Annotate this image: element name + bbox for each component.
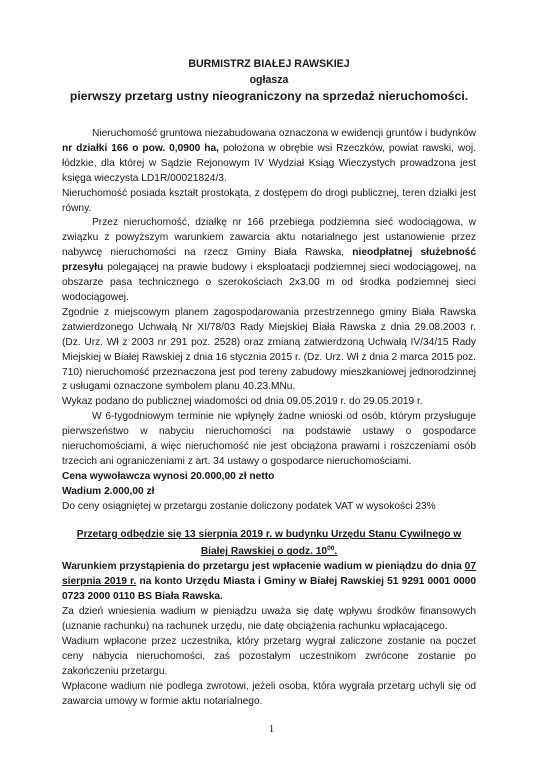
bank-account-text: na konto Urzędu Miasta i Gminy w Białej Rawskiej 51 9291 0001 0000 0723 2000 0110 BS Biała Rawska.	[62, 576, 476, 603]
document-body	[62, 127, 476, 709]
deposit-forfeit-paragraph: Wpłacone wadium nie podlega zwrotowi, jeżeli osoba, która wygrała przetarg uchyli się od zawarcia umowy w formie aktu notarialnego.	[62, 680, 476, 707]
deposit-amount	[62, 485, 476, 500]
deposit-date-paragraph: Za dzień wniesienia wadium w pieniądzu uważa się datę wpływu środków finansowych (uznanie rachunku) na rachunek urzędu, nie datę obciążenia rachunku wpłacającego.	[62, 606, 476, 632]
auction-announcement	[62, 528, 476, 561]
subject-heading: pierwszy przetarg ustny nieograniczony na sprzedaż nieruchomości.	[69, 89, 469, 103]
easement-paragraph	[62, 216, 476, 305]
property-text: Nieruchomość gruntowa niezabudowana oznaczona w ewidencji gruntów i budynków	[92, 128, 476, 139]
easement-bold: nieodpłatnej służebność przesyłu	[62, 247, 476, 274]
deposit-deadline: 07 sierpnia 2019 r.	[62, 561, 476, 588]
deposit-condition-paragraph	[62, 560, 476, 605]
property-paragraph	[62, 127, 476, 187]
zoning-paragraph: Zgodnie z miejscowym planem zagospodarowania przestrzennego gminy Biała Rawska zatwierdzonego Uchwałą Nr XI/78/03 Rady Miejskiej Biała Rawska z dnia 29.08.2003 r. (Dz. Urz. Wł z 2003 nr 291 poz. 2528) oraz zmianą zatwierdzoną Uchwałą IV/34/15 Rady Miejskiej w Białej Rawskiej z dnia 16 stycznia 2015 r. (Dz. Urz. Wł z dnia 2 marca 2015 poz. 710) nieruchomość przeznaczona jest pod tereny zabudowy mieszkaniowej jednorodzinnej z usługami oznaczone symbolem planu 40.23.MNu.	[62, 306, 476, 393]
vat-note: Do ceny osiągniętej w przetargu zostanie doliczony podatek VAT w wysokości 23%	[62, 500, 436, 512]
auction-time-superscript: 00	[327, 545, 335, 553]
authority-heading: BURMISTRZ BIAŁEJ RAWSKIEJ	[188, 58, 350, 70]
plot-number: nr działki 166 o pow. 0,0900 ha,	[62, 142, 219, 154]
document-page	[62, 56, 476, 709]
deposit-credit-paragraph: Wadium wpłacone przez uczestnika, który przetarg wygrał zaliczone zostanie na poczet ceny nabycia nieruchomości, zaś pozostałym uczestnikom zwrócone zostanie po zakończeniu przetargu.	[62, 635, 476, 677]
auction-text-end: .	[334, 546, 338, 558]
starting-price	[62, 470, 476, 485]
page-number: 1	[268, 723, 275, 735]
auction-text: Przetarg odbędzie się 13 sierpnia 2019 r. w budynku Urzędu Stanu Cywilnego w Białej Rawskiej o godz. 10	[76, 528, 462, 558]
deposit-condition-text: Warunkiem przystąpienia do przetargu jest wpłacenie wadium w pieniądzu do dnia	[62, 561, 465, 573]
easement-text: Przez nieruchomość, działkę nr 166 przebiega podziemna sieć wodociągowa, w związku z powyższym warunkiem zawarcia aktu notarialnego jest ustanowienie przez nabywcę nieruchomości na rzecz Gminy Biała Rawska,	[62, 217, 476, 259]
starting-price-text: Cena wywoławcza wynosi 20.000,00 zł netto	[62, 470, 275, 482]
priority-paragraph: W 6-tygodniowym terminie nie wpłynęły żadne wnioski od osób, którym przysługuje pierwszeństwo w nabyciu nieruchomości na podstawie ustawy o gospodarce nieruchomościami, a więc nieruchomość nie jest obciążona prawami i roszczeniami osób trzecich ani ograniczeniami z art. 34 ustawy o gospodarce nieruchomościami.	[62, 411, 476, 467]
publication-paragraph: Wykaz podano do publicznej wiadomości od dnia 09.05.2019 r. do 29.05.2019 r.	[62, 396, 423, 408]
easement-details-text: polegającej na prawie budowy i eksploatacji podziemnej sieci wodociągowej, na obszarze pasa technicznego o szerokościach 2x3,00 m od środka podziemnej sieci wodociągowej.	[62, 262, 476, 303]
shape-paragraph: Nieruchomość posiada kształt prostokąta, z dostępem do drogi publicznej, teren działki jest równy.	[62, 187, 476, 214]
deposit-amount-text: Wadium 2.000,00 zł	[62, 485, 155, 497]
announces-heading: ogłasza	[249, 74, 289, 86]
property-location-text: położona w obrębie wsi Rzeczków, powiat rawski, woj. łódzkie, dla której w Sądzie Rejonowym IV Wydział Ksiąg Wieczystych prowadzona jest księga wieczysta LD1R/00021824/3.	[62, 142, 476, 184]
